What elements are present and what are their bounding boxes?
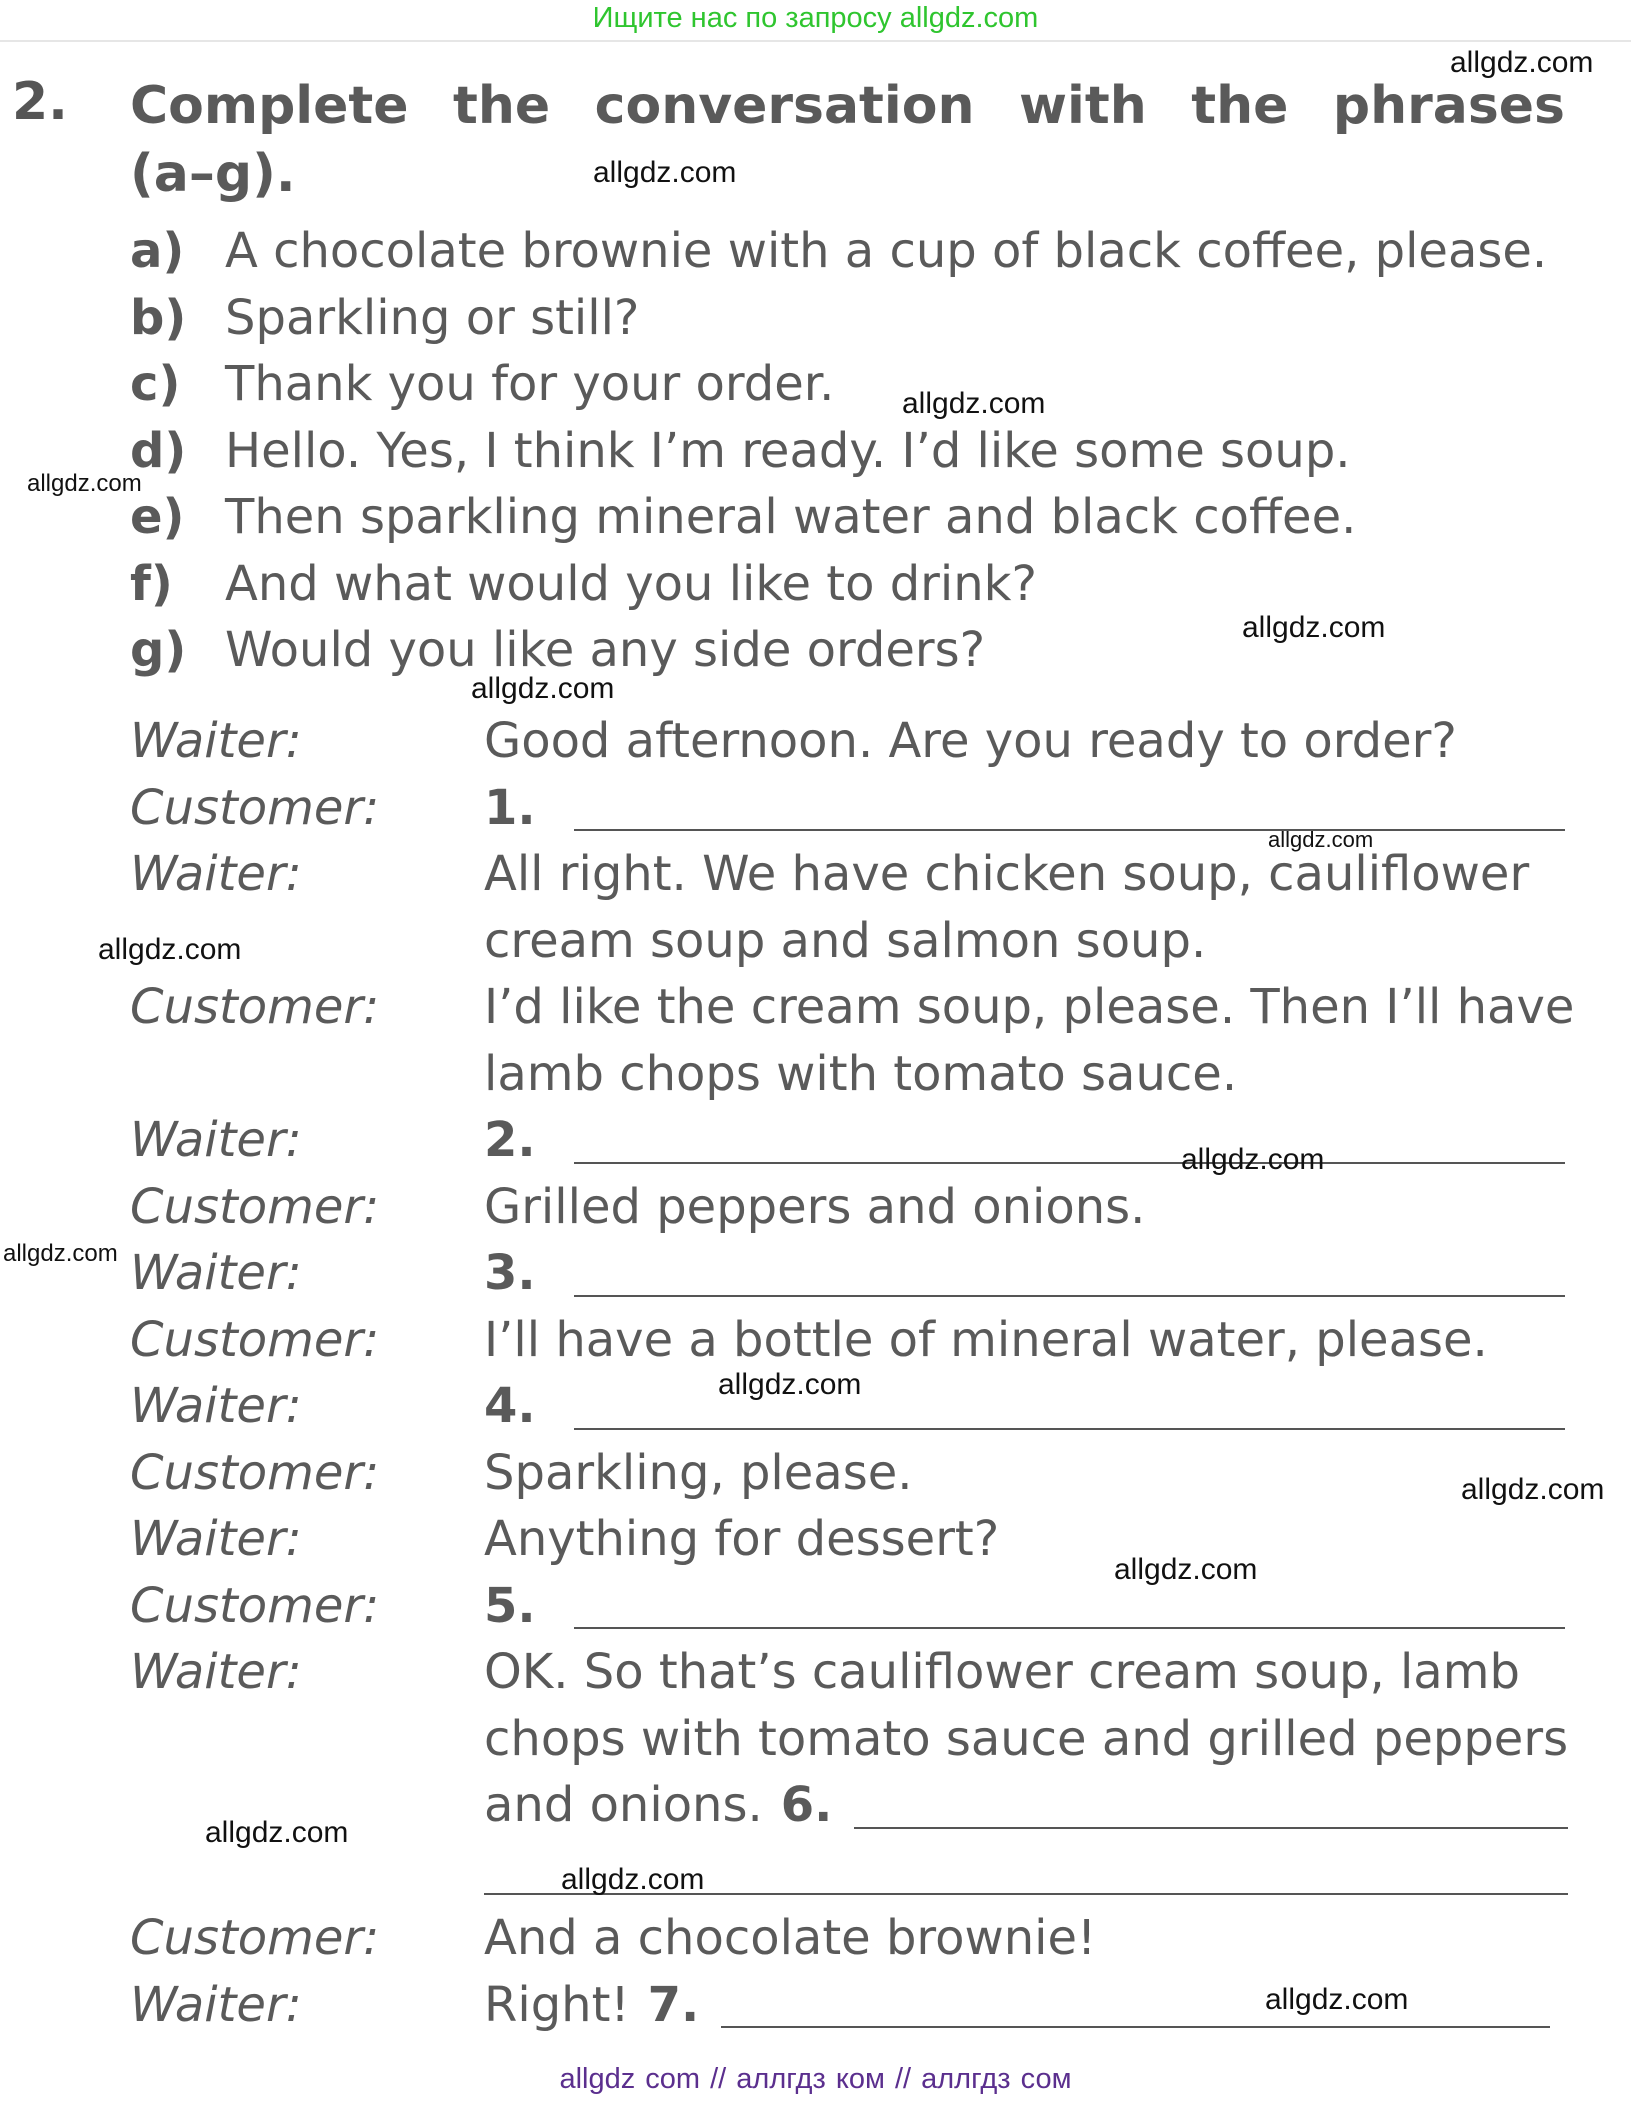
speech-text: And a chocolate brownie! [484,1910,1097,1966]
dialogue-turn-waiter [130,1107,1565,1174]
answer-line[interactable] [574,829,1565,831]
watermark: allgdz.com [593,156,737,189]
phrase-letter: d) [130,422,187,479]
dialogue-turn-waiter [130,1506,1565,1573]
blank-number: 4. [484,1378,536,1434]
watermark: allgdz.com [1181,1143,1325,1176]
answer-line[interactable] [574,1627,1565,1629]
speech-line: cream soup and salmon soup. [484,912,1207,969]
speech-text: I’ll have a bottle of mineral water, please. [484,1311,1488,1368]
answer-blank-2 [484,1107,1565,1174]
blank-number: 6. [780,1777,833,1833]
watermark: allgdz.com [718,1368,862,1401]
speaker-customer: Customer: [130,779,380,836]
watermark: allgdz.com [205,1816,349,1849]
speech-text: Anything for dessert? [484,1511,1000,1567]
speech-text: Grilled peppers and onions. [484,1178,1146,1235]
dialogue-turn-customer [130,1905,1565,1972]
answer-blank-6 [484,1772,1568,1839]
answer-line[interactable] [854,1827,1568,1829]
watermark: allgdz.com [1265,1983,1409,2016]
phrase-letter: e) [130,489,185,546]
dialogue-turn-customer [130,1174,1565,1241]
answer-blank-4 [484,1373,1565,1440]
exercise-number: 2. [12,72,68,132]
speaker-waiter: Waiter: [130,1511,302,1567]
answer-blank-1 [484,775,1565,842]
top-banner[interactable]: Ищите нас по запросу allgdz.com [592,2,1039,34]
answer-blank-3 [484,1240,1565,1307]
speech-text [484,974,1574,1107]
phrase-text: A chocolate brownie with a cup of black coffee, please. [225,223,1548,280]
footer-links[interactable]: allgdz com // аллгдз ком // аллгдз сом [559,2063,1072,2095]
watermark: allgdz.com [1268,827,1374,852]
speaker-waiter: Waiter: [130,1644,302,1700]
speaker-waiter: Waiter: [130,1378,302,1434]
blank-number: 7. [647,1976,700,2033]
banner-divider [0,40,1631,42]
speech-text: Sparkling, please. [484,1444,913,1501]
dialogue-turn-waiter [130,1639,1569,1905]
speaker-waiter: Waiter: [130,713,302,769]
phrase-text: And what would you like to drink? [225,555,1037,612]
answer-line[interactable] [574,1295,1565,1297]
speaker-customer: Customer: [130,1178,380,1235]
speaker-customer: Customer: [130,1910,380,1966]
phrase-letter: c) [130,356,181,413]
phrase-item [130,285,1590,352]
watermark: allgdz.com [471,672,615,705]
speech-text [484,1240,1565,1307]
answer-line[interactable] [574,1428,1565,1430]
speech-text: Good afternoon. Are you ready to order? [484,713,1457,769]
speech-line: OK. So that’s cauliflower cream soup, lamb [484,1644,1520,1700]
speech-line: chops with tomato sauce and grilled peppers [484,1710,1569,1767]
speaker-waiter: Waiter: [130,1245,302,1301]
dialogue-turn-customer [130,974,1575,1107]
speech-line: I’d like the cream soup, please. Then I’ll have [484,979,1575,1035]
dialogue-turn-customer [130,1573,1565,1640]
answer-blank-5 [484,1573,1565,1640]
speaker-customer: Customer: [130,1577,380,1634]
dialogue-turn-waiter [130,1240,1565,1307]
phrase-item [130,484,1590,551]
speaker-waiter: Waiter: [130,846,302,902]
blank-number: 2. [484,1112,536,1168]
phrase-text: Thank you for your order. [225,356,835,413]
speech-text [484,775,1565,842]
phrase-letter: g) [130,622,187,679]
watermark: allgdz.com [902,387,1046,420]
watermark: allgdz.com [1461,1473,1605,1506]
speech-text [484,1107,1565,1174]
exercise-title: Complete the conversation with the phrases (a–g). [130,76,1565,204]
watermark: allgdz.com [561,1863,705,1896]
speaker-waiter: Waiter: [130,1976,302,2033]
speech-text [484,1373,1565,1440]
speaker-waiter: Waiter: [130,1112,302,1168]
phrase-text: Sparkling or still? [225,289,640,346]
phrase-letter: a) [130,223,185,280]
speaker-customer: Customer: [130,1311,380,1368]
blank-number: 5. [484,1577,536,1634]
blank-number: 1. [484,779,536,836]
speech-line: and onions. [484,1777,763,1833]
watermark: allgdz.com [27,470,142,497]
speaker-customer: Customer: [130,979,380,1035]
blank-number: 3. [484,1245,536,1301]
answer-line[interactable] [574,1162,1565,1164]
speech-line: All right. We have chicken soup, cauliflower [484,846,1530,902]
dialogue-turn-waiter [130,841,1565,974]
phrase-text: Hello. Yes, I think I’m ready. I’d like some soup. [225,422,1351,479]
phrase-item [130,218,1590,285]
phrase-item [130,351,1590,418]
phrase-text: Would you like any side orders? [225,622,986,679]
watermark: allgdz.com [1114,1553,1258,1586]
speech-line: Right! [484,1976,630,2033]
dialogue-turn-waiter [130,708,1565,775]
phrase-item [130,551,1590,618]
watermark: allgdz.com [1450,46,1594,79]
dialogue-turn-customer [130,1440,1565,1507]
speaker-customer: Customer: [130,1444,380,1501]
answer-line[interactable] [721,2026,1550,2028]
speech-text [484,841,1565,974]
watermark: allgdz.com [3,1240,118,1267]
phrase-letter: b) [130,289,187,346]
watermark: allgdz.com [98,933,242,966]
watermark: allgdz.com [1242,611,1386,644]
speech-line: lamb chops with tomato sauce. [484,1045,1238,1102]
speech-text [484,1573,1565,1640]
phrase-letter: f) [130,555,173,612]
dialogue-turn-customer [130,1307,1565,1374]
phrase-text: Then sparkling mineral water and black coffee. [225,489,1357,546]
phrase-item [130,418,1590,485]
